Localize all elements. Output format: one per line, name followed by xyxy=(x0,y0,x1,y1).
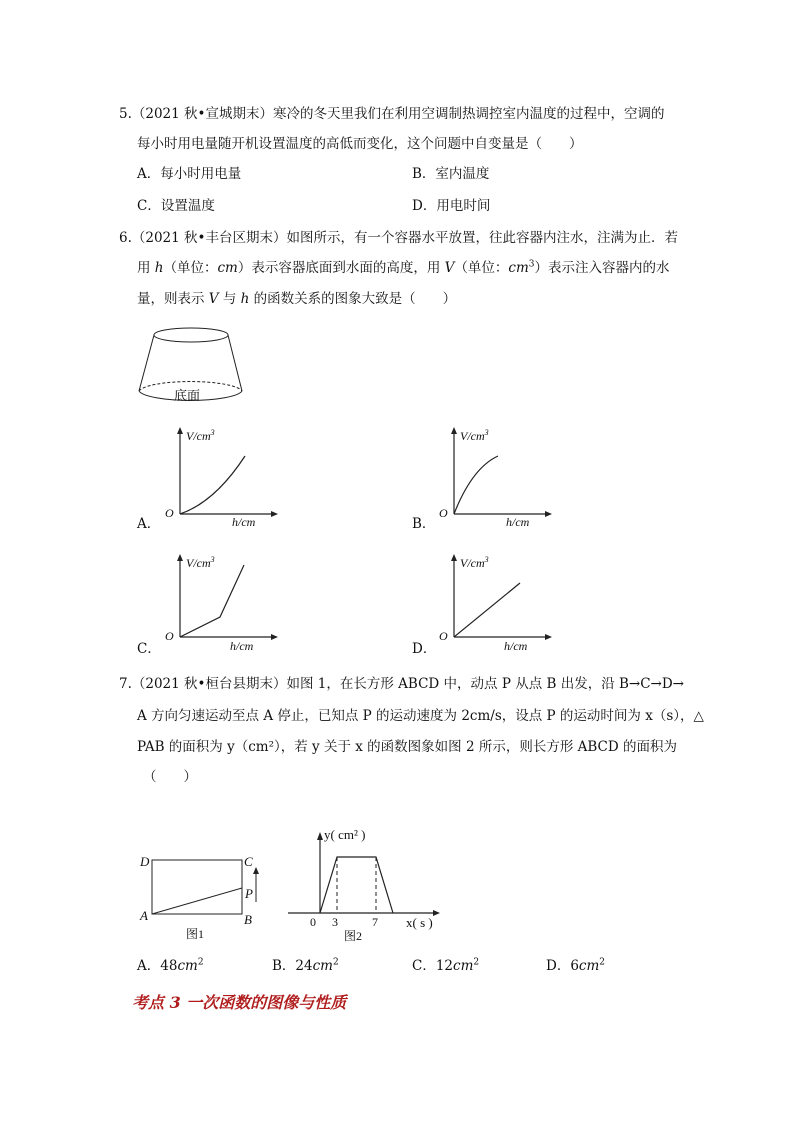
q6-graph-d xyxy=(434,553,554,659)
container-right-edge xyxy=(228,335,242,391)
q5-stem-line1: 5.（2021 秋•宣城期末）寒冷的冬天里我们在利用空调制热调控室内温度的过程中，空调的 xyxy=(119,106,665,122)
q6-graph-b xyxy=(434,426,554,532)
segment-ap xyxy=(152,888,242,914)
origin-label: O xyxy=(439,629,448,643)
tick-7: 7 xyxy=(372,915,378,929)
q6-graph-a xyxy=(160,426,280,532)
y-axis-label: $V/cm^3$ xyxy=(186,555,215,570)
q7-stem-line1: 7.（2021 秋•桓台县期末）如图 1，在长方形 ABCD 中，动点 P 从点 B 出发，沿 B→C→D→ xyxy=(119,676,684,692)
curve-a xyxy=(180,456,245,514)
q5-stem-line2: 每小时用电量随开机设置温度的高低而变化，这个问题中自变量是（ ） xyxy=(137,136,583,152)
q6-stem-line1: 6.（2021 秋•丰台区期末）如图所示，有一个容器水平放置，往此容器内注水，注满为止．若 xyxy=(119,230,678,246)
container-base-label: 底面 xyxy=(174,388,201,403)
label-c: C xyxy=(244,854,253,869)
label-b: B xyxy=(244,912,252,927)
q7-stem-line4: （ ） xyxy=(143,769,197,785)
q6-option-b: B． xyxy=(412,516,436,532)
q6-option-d: D． xyxy=(412,641,437,657)
q7-figure-2 xyxy=(284,825,444,947)
curve-c xyxy=(180,565,244,637)
origin-label: O xyxy=(165,506,174,520)
x-axis-label: h/cm xyxy=(506,515,530,529)
origin-label: O xyxy=(439,506,448,520)
label-d: D xyxy=(140,854,150,869)
figure-2-caption: 图2 xyxy=(344,929,363,943)
q7-option-a: A．$48cm^2$ xyxy=(137,957,204,974)
container-top-ellipse xyxy=(154,328,228,342)
container-figure xyxy=(134,325,246,409)
tick-3: 3 xyxy=(332,915,338,929)
label-a: A xyxy=(140,908,148,923)
figure-1-caption: 图1 xyxy=(186,927,205,941)
q6-option-c: C． xyxy=(137,641,161,657)
curve-b xyxy=(454,456,498,514)
origin-label: 0 xyxy=(310,915,316,929)
section-heading: 考点 3 一次函数的图像与性质 xyxy=(132,993,347,1012)
y-axis-label: y( cm² ) xyxy=(324,827,366,842)
q7-option-c: C．$12cm^2$ xyxy=(412,957,480,974)
q5-option-a: A．每小时用电量 xyxy=(137,166,242,182)
q7-option-d: D．$6cm^2$ xyxy=(546,957,606,974)
x-axis-label: h/cm xyxy=(230,639,254,653)
y-axis-label: $V/cm^3$ xyxy=(460,555,489,570)
q7-stem-line3: PAB 的面积为 y（cm²），若 y 关于 x 的函数图象如图 2 所示，则长方形 ABCD 的面积为 xyxy=(137,739,677,755)
label-p: P xyxy=(245,886,253,901)
q6-graph-c xyxy=(160,553,280,659)
q6-stem-line3: 量，则表示 V 与 h 的函数关系的图象大致是（ ） xyxy=(137,291,457,307)
curve-d xyxy=(454,583,520,637)
container-left-edge xyxy=(139,335,154,391)
q7-option-b: B．$24cm^2$ xyxy=(272,957,339,974)
q5-option-c: C．设置温度 xyxy=(137,198,215,214)
y-axis-label: $V/cm^3$ xyxy=(186,428,215,443)
x-axis-label: h/cm xyxy=(504,639,528,653)
q7-figure-1 xyxy=(134,850,274,946)
function-trapezoid xyxy=(320,857,393,913)
x-axis-label: x( s ) xyxy=(406,915,433,930)
x-axis-label: h/cm xyxy=(232,515,256,529)
q6-stem-line2: 用 h（单位：cm）表示容器底面到水面的高度，用 V（单位：$cm^3$）表示注入容器内的水 xyxy=(137,259,670,276)
q6-option-a: A． xyxy=(137,516,161,532)
origin-label: O xyxy=(165,629,174,643)
q5-option-d: D．用电时间 xyxy=(412,198,491,214)
q7-stem-line2: A 方向匀速运动至点 A 停止，已知点 P 的运动速度为 2cm/s，设点 P 的运动时间为 x（s），△ xyxy=(137,708,704,724)
y-axis-label: $V/cm^3$ xyxy=(460,428,489,443)
q5-option-b: B．室内温度 xyxy=(412,166,490,182)
rectangle-abcd xyxy=(152,860,242,914)
